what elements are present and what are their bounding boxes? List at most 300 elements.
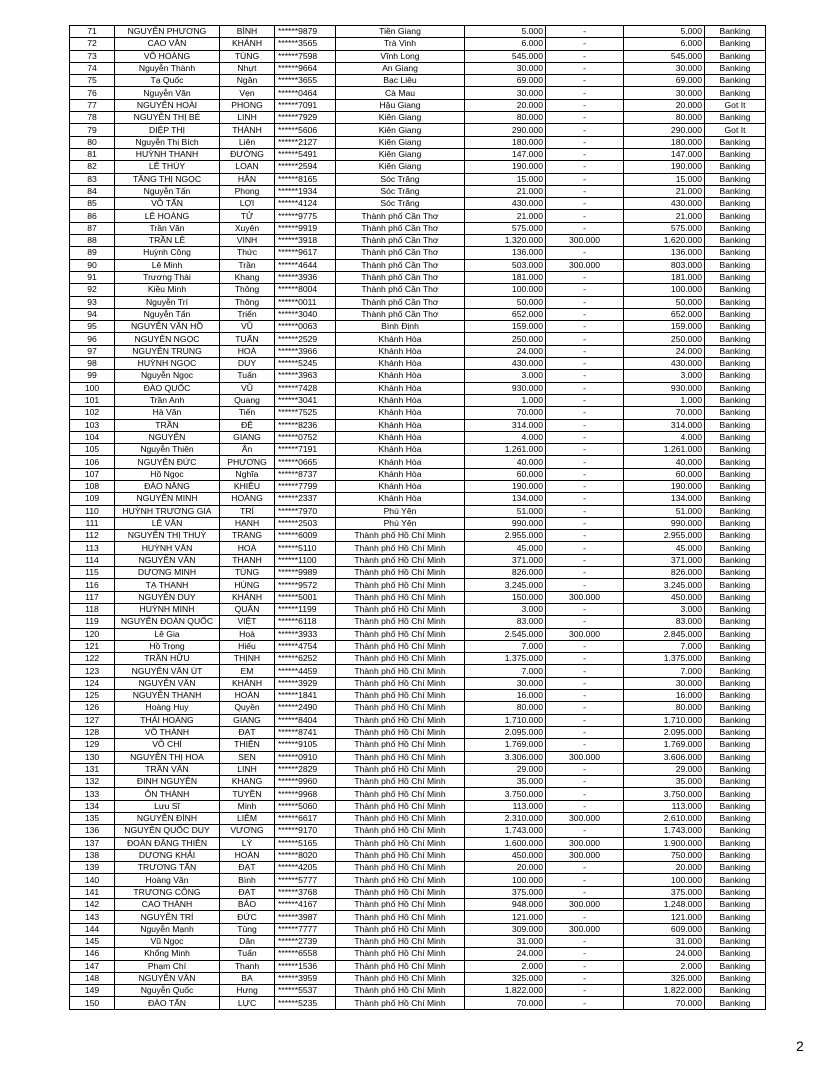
first-name-cell: VIỆT [220, 616, 275, 628]
amount-cell: 30.000 [465, 62, 546, 74]
table-row [70, 271, 766, 283]
first-name-cell: Khang [220, 271, 275, 283]
bonus-amount-cell: - [546, 862, 624, 874]
total-amount-cell: 181.000 [624, 271, 705, 283]
first-name-cell: TÙNG [220, 567, 275, 579]
row-number-cell: 77 [70, 99, 115, 111]
total-amount-cell: 2.845.000 [624, 628, 705, 640]
account-number-cell: ******8741 [275, 726, 336, 738]
first-name-cell: Ân [220, 444, 275, 456]
channel-cell: Banking [705, 222, 766, 234]
bonus-amount-cell: - [546, 148, 624, 160]
last-name-cell: NGUYỄN ĐÌNH [115, 813, 220, 825]
amount-cell: 7.000 [465, 665, 546, 677]
bonus-amount-cell: - [546, 407, 624, 419]
amount-cell: 21.000 [465, 210, 546, 222]
row-number-cell: 71 [70, 26, 115, 38]
total-amount-cell: 3.606.000 [624, 751, 705, 763]
province-cell: Sóc Trăng [336, 173, 465, 185]
last-name-cell: Nguyễn Tấn [115, 308, 220, 320]
table-row [70, 517, 766, 529]
table-row [70, 849, 766, 861]
bonus-amount-cell: 300.000 [546, 813, 624, 825]
province-cell: Khánh Hòa [336, 333, 465, 345]
first-name-cell: LỰC [220, 997, 275, 1009]
table-row [70, 554, 766, 566]
account-number-cell: ******4459 [275, 665, 336, 677]
table-row [70, 505, 766, 517]
last-name-cell: Nguyễn Tấn [115, 185, 220, 197]
first-name-cell: HOÀN [220, 849, 275, 861]
first-name-cell: Xuyên [220, 222, 275, 234]
province-cell: Thành phố Hồ Chí Minh [336, 726, 465, 738]
amount-cell: 51.000 [465, 505, 546, 517]
amount-cell: 190.000 [465, 480, 546, 492]
total-amount-cell: 325.000 [624, 972, 705, 984]
first-name-cell: THIỆN [220, 739, 275, 751]
last-name-cell: DƯƠNG MINH [115, 567, 220, 579]
bonus-amount-cell: - [546, 247, 624, 259]
row-number-cell: 99 [70, 370, 115, 382]
province-cell: Kiên Giang [336, 112, 465, 124]
channel-cell: Banking [705, 591, 766, 603]
table-row [70, 259, 766, 271]
last-name-cell: Nguyễn Thiên [115, 444, 220, 456]
amount-cell: 1.822.000 [465, 985, 546, 997]
row-number-cell: 103 [70, 419, 115, 431]
table-row [70, 813, 766, 825]
total-amount-cell: 4.000 [624, 431, 705, 443]
table-row [70, 222, 766, 234]
total-amount-cell: 1.743.000 [624, 825, 705, 837]
bonus-amount-cell: - [546, 210, 624, 222]
table-row [70, 862, 766, 874]
channel-cell: Got It [705, 124, 766, 136]
last-name-cell: CAO THÀNH [115, 899, 220, 911]
last-name-cell: TRƯƠNG TẤN [115, 862, 220, 874]
total-amount-cell: 190.000 [624, 161, 705, 173]
account-number-cell: ******5060 [275, 800, 336, 812]
row-number-cell: 96 [70, 333, 115, 345]
table-row [70, 370, 766, 382]
channel-cell: Banking [705, 210, 766, 222]
amount-cell: 113.000 [465, 800, 546, 812]
first-name-cell: VINH [220, 235, 275, 247]
total-amount-cell: 3.000 [624, 370, 705, 382]
row-number-cell: 114 [70, 554, 115, 566]
row-number-cell: 108 [70, 480, 115, 492]
account-number-cell: ******5001 [275, 591, 336, 603]
channel-cell: Banking [705, 603, 766, 615]
first-name-cell: ĐƯỜNG [220, 148, 275, 160]
channel-cell: Banking [705, 665, 766, 677]
province-cell: Sóc Trăng [336, 198, 465, 210]
last-name-cell: Nguyễn Mạnh [115, 923, 220, 935]
account-number-cell: ******9105 [275, 739, 336, 751]
account-number-cell: ******3963 [275, 370, 336, 382]
table-row [70, 321, 766, 333]
total-amount-cell: 20.000 [624, 99, 705, 111]
channel-cell: Banking [705, 948, 766, 960]
first-name-cell: Phong [220, 185, 275, 197]
channel-cell: Banking [705, 813, 766, 825]
total-amount-cell: 1.900.000 [624, 837, 705, 849]
channel-cell: Banking [705, 62, 766, 74]
account-number-cell: ******6558 [275, 948, 336, 960]
bonus-amount-cell: - [546, 456, 624, 468]
bonus-amount-cell: - [546, 185, 624, 197]
channel-cell: Banking [705, 690, 766, 702]
province-cell: Thành phố Cần Thơ [336, 308, 465, 320]
bonus-amount-cell: - [546, 985, 624, 997]
province-cell: Cà Mau [336, 87, 465, 99]
row-number-cell: 113 [70, 542, 115, 554]
province-cell: Thành phố Hồ Chí Minh [336, 714, 465, 726]
total-amount-cell: 70.000 [624, 997, 705, 1009]
channel-cell: Banking [705, 185, 766, 197]
total-amount-cell: 3.750.000 [624, 788, 705, 800]
province-cell: Thành phố Cần Thơ [336, 284, 465, 296]
total-amount-cell: 21.000 [624, 185, 705, 197]
bonus-amount-cell: - [546, 726, 624, 738]
last-name-cell: Vũ Ngọc [115, 935, 220, 947]
row-number-cell: 125 [70, 690, 115, 702]
last-name-cell: HUỲNH THANH [115, 148, 220, 160]
total-amount-cell: 70.000 [624, 407, 705, 419]
last-name-cell: DIỆP THỊ [115, 124, 220, 136]
amount-cell: 1.769.000 [465, 739, 546, 751]
row-number-cell: 110 [70, 505, 115, 517]
last-name-cell: Tạ Quốc [115, 75, 220, 87]
table-row [70, 456, 766, 468]
last-name-cell: Lê Minh [115, 259, 220, 271]
channel-cell: Banking [705, 407, 766, 419]
first-name-cell: KHÁNH [220, 591, 275, 603]
account-number-cell: ******5245 [275, 358, 336, 370]
province-cell: Thành phố Cần Thơ [336, 247, 465, 259]
table-row [70, 530, 766, 542]
last-name-cell: TRẦN LÊ [115, 235, 220, 247]
row-number-cell: 132 [70, 776, 115, 788]
channel-cell: Banking [705, 554, 766, 566]
channel-cell: Banking [705, 321, 766, 333]
total-amount-cell: 6.000 [624, 38, 705, 50]
amount-cell: 1.710.000 [465, 714, 546, 726]
last-name-cell: Lưu Sĩ [115, 800, 220, 812]
row-number-cell: 147 [70, 960, 115, 972]
last-name-cell: NGUYỄN VĂN ÚT [115, 665, 220, 677]
row-number-cell: 130 [70, 751, 115, 763]
bonus-amount-cell: - [546, 444, 624, 456]
amount-cell: 3.000 [465, 603, 546, 615]
channel-cell: Banking [705, 702, 766, 714]
account-number-cell: ******4644 [275, 259, 336, 271]
amount-cell: 70.000 [465, 407, 546, 419]
province-cell: Thành phố Hồ Chí Minh [336, 825, 465, 837]
table-row [70, 38, 766, 50]
table-row [70, 985, 766, 997]
province-cell: Khánh Hòa [336, 456, 465, 468]
bonus-amount-cell: - [546, 75, 624, 87]
bonus-amount-cell: - [546, 358, 624, 370]
total-amount-cell: 545.000 [624, 50, 705, 62]
province-cell: Khánh Hòa [336, 358, 465, 370]
last-name-cell: TRẦN HỮU [115, 653, 220, 665]
account-number-cell: ******8020 [275, 849, 336, 861]
account-number-cell: ******0752 [275, 431, 336, 443]
channel-cell: Banking [705, 776, 766, 788]
winners-table [69, 25, 766, 1010]
first-name-cell: VŨ [220, 382, 275, 394]
last-name-cell: Nguyễn Thành [115, 62, 220, 74]
first-name-cell: SEN [220, 751, 275, 763]
last-name-cell: THÁI HOÀNG [115, 714, 220, 726]
total-amount-cell: 30.000 [624, 62, 705, 74]
row-number-cell: 101 [70, 394, 115, 406]
channel-cell: Banking [705, 112, 766, 124]
channel-cell: Banking [705, 653, 766, 665]
account-number-cell: ******9968 [275, 788, 336, 800]
channel-cell: Banking [705, 739, 766, 751]
table-row [70, 148, 766, 160]
amount-cell: 575.000 [465, 222, 546, 234]
bonus-amount-cell: - [546, 677, 624, 689]
last-name-cell: Nguyễn Ngọc [115, 370, 220, 382]
account-number-cell: ******2739 [275, 935, 336, 947]
total-amount-cell: 3.245.000 [624, 579, 705, 591]
first-name-cell: THÀNH [220, 124, 275, 136]
account-number-cell: ******7799 [275, 480, 336, 492]
account-number-cell: ******1841 [275, 690, 336, 702]
province-cell: Khánh Hòa [336, 431, 465, 443]
table-row [70, 468, 766, 480]
province-cell: Khánh Hòa [336, 468, 465, 480]
amount-cell: 3.000 [465, 370, 546, 382]
bonus-amount-cell: 300.000 [546, 259, 624, 271]
amount-cell: 30.000 [465, 87, 546, 99]
province-cell: Bạc Liêu [336, 75, 465, 87]
province-cell: Thành phố Hồ Chí Minh [336, 886, 465, 898]
total-amount-cell: 35.000 [624, 776, 705, 788]
channel-cell: Banking [705, 493, 766, 505]
account-number-cell: ******3565 [275, 38, 336, 50]
total-amount-cell: 134.000 [624, 493, 705, 505]
channel-cell: Banking [705, 616, 766, 628]
last-name-cell: Phạm Chí [115, 960, 220, 972]
first-name-cell: Vẹn [220, 87, 275, 99]
province-cell: Thành phố Hồ Chí Minh [336, 554, 465, 566]
table-row [70, 788, 766, 800]
row-number-cell: 102 [70, 407, 115, 419]
channel-cell: Banking [705, 136, 766, 148]
bonus-amount-cell: - [546, 690, 624, 702]
account-number-cell: ******8404 [275, 714, 336, 726]
total-amount-cell: 30.000 [624, 87, 705, 99]
last-name-cell: NGUYỄN TRÍ [115, 911, 220, 923]
account-number-cell: ******9170 [275, 825, 336, 837]
table-row [70, 726, 766, 738]
last-name-cell: HUỲNH VĂN [115, 542, 220, 554]
total-amount-cell: 7.000 [624, 665, 705, 677]
total-amount-cell: 80.000 [624, 112, 705, 124]
row-number-cell: 90 [70, 259, 115, 271]
amount-cell: 180.000 [465, 136, 546, 148]
first-name-cell: ĐẠT [220, 886, 275, 898]
account-number-cell: ******9664 [275, 62, 336, 74]
bonus-amount-cell: - [546, 308, 624, 320]
first-name-cell: KHANG [220, 776, 275, 788]
total-amount-cell: 45.000 [624, 542, 705, 554]
amount-cell: 20.000 [465, 862, 546, 874]
last-name-cell: LÊ THÚY [115, 161, 220, 173]
last-name-cell: NGUYỄN TRUNG [115, 345, 220, 357]
channel-cell: Banking [705, 960, 766, 972]
account-number-cell: ******3959 [275, 972, 336, 984]
row-number-cell: 117 [70, 591, 115, 603]
channel-cell: Banking [705, 800, 766, 812]
bonus-amount-cell: - [546, 345, 624, 357]
bonus-amount-cell: - [546, 554, 624, 566]
first-name-cell: Tiến [220, 407, 275, 419]
bonus-amount-cell: - [546, 112, 624, 124]
province-cell: Thành phố Hồ Chí Minh [336, 800, 465, 812]
first-name-cell: Hoà [220, 628, 275, 640]
last-name-cell: HUỲNH MINH [115, 603, 220, 615]
row-number-cell: 98 [70, 358, 115, 370]
last-name-cell: Huỳnh Công [115, 247, 220, 259]
total-amount-cell: 750.000 [624, 849, 705, 861]
channel-cell: Banking [705, 26, 766, 38]
total-amount-cell: 450.000 [624, 591, 705, 603]
first-name-cell: LINH [220, 763, 275, 775]
total-amount-cell: 1.261.000 [624, 444, 705, 456]
first-name-cell: Tuấn [220, 370, 275, 382]
channel-cell: Banking [705, 849, 766, 861]
row-number-cell: 138 [70, 849, 115, 861]
province-cell: Thành phố Hồ Chí Minh [336, 591, 465, 603]
amount-cell: 2.545.000 [465, 628, 546, 640]
bonus-amount-cell: 300.000 [546, 591, 624, 603]
last-name-cell: Nguyễn Quốc [115, 985, 220, 997]
table-row [70, 616, 766, 628]
account-number-cell: ******3929 [275, 677, 336, 689]
bonus-amount-cell: - [546, 653, 624, 665]
amount-cell: 159.000 [465, 321, 546, 333]
first-name-cell: LINH [220, 112, 275, 124]
total-amount-cell: 24.000 [624, 345, 705, 357]
first-name-cell: Thông [220, 284, 275, 296]
total-amount-cell: 2.610.000 [624, 813, 705, 825]
row-number-cell: 72 [70, 38, 115, 50]
row-number-cell: 112 [70, 530, 115, 542]
total-amount-cell: 40.000 [624, 456, 705, 468]
account-number-cell: ******5110 [275, 542, 336, 554]
province-cell: Thành phố Hồ Chí Minh [336, 985, 465, 997]
total-amount-cell: 15.000 [624, 173, 705, 185]
amount-cell: 371.000 [465, 554, 546, 566]
row-number-cell: 120 [70, 628, 115, 640]
table-row [70, 136, 766, 148]
province-cell: Thành phố Hồ Chí Minh [336, 763, 465, 775]
last-name-cell: NGUYỄN MINH [115, 493, 220, 505]
account-number-cell: ******4754 [275, 640, 336, 652]
account-number-cell: ******3966 [275, 345, 336, 357]
last-name-cell: LÊ HOÀNG [115, 210, 220, 222]
amount-cell: 990.000 [465, 517, 546, 529]
last-name-cell: NGUYỄN NGỌC [115, 333, 220, 345]
account-number-cell: ******8165 [275, 173, 336, 185]
bonus-amount-cell: - [546, 296, 624, 308]
amount-cell: 930.000 [465, 382, 546, 394]
amount-cell: 1.600.000 [465, 837, 546, 849]
total-amount-cell: 83.000 [624, 616, 705, 628]
total-amount-cell: 652.000 [624, 308, 705, 320]
row-number-cell: 129 [70, 739, 115, 751]
amount-cell: 1.320.000 [465, 235, 546, 247]
last-name-cell: NGUYỄN ĐOÀN QUỐC [115, 616, 220, 628]
total-amount-cell: 1.000 [624, 394, 705, 406]
province-cell: Hậu Giang [336, 99, 465, 111]
table-row [70, 677, 766, 689]
channel-cell: Banking [705, 972, 766, 984]
table-row [70, 640, 766, 652]
table-row [70, 776, 766, 788]
bonus-amount-cell: - [546, 886, 624, 898]
table-row [70, 407, 766, 419]
channel-cell: Banking [705, 456, 766, 468]
bonus-amount-cell: - [546, 271, 624, 283]
amount-cell: 100.000 [465, 284, 546, 296]
first-name-cell: LÝ [220, 837, 275, 849]
province-cell: Thành phố Hồ Chí Minh [336, 665, 465, 677]
channel-cell: Banking [705, 235, 766, 247]
amount-cell: 7.000 [465, 640, 546, 652]
first-name-cell: ĐỆ [220, 419, 275, 431]
account-number-cell: ******7091 [275, 99, 336, 111]
row-number-cell: 111 [70, 517, 115, 529]
channel-cell: Banking [705, 530, 766, 542]
channel-cell: Banking [705, 431, 766, 443]
row-number-cell: 107 [70, 468, 115, 480]
amount-cell: 136.000 [465, 247, 546, 259]
row-number-cell: 74 [70, 62, 115, 74]
total-amount-cell: 113.000 [624, 800, 705, 812]
row-number-cell: 76 [70, 87, 115, 99]
last-name-cell: ÔN THÀNH [115, 788, 220, 800]
row-number-cell: 136 [70, 825, 115, 837]
first-name-cell: Hiếu [220, 640, 275, 652]
channel-cell: Banking [705, 911, 766, 923]
channel-cell: Banking [705, 517, 766, 529]
first-name-cell: HOÀN [220, 690, 275, 702]
row-number-cell: 88 [70, 235, 115, 247]
total-amount-cell: 3.000 [624, 603, 705, 615]
last-name-cell: Hồ Trọng [115, 640, 220, 652]
total-amount-cell: 100.000 [624, 874, 705, 886]
first-name-cell: Minh [220, 800, 275, 812]
first-name-cell: Bình [220, 874, 275, 886]
table-row [70, 690, 766, 702]
account-number-cell: ******9919 [275, 222, 336, 234]
row-number-cell: 85 [70, 198, 115, 210]
bonus-amount-cell: - [546, 935, 624, 947]
first-name-cell: KHÁNH [220, 677, 275, 689]
first-name-cell: Triển [220, 308, 275, 320]
last-name-cell: ĐÀO TẤN [115, 997, 220, 1009]
row-number-cell: 119 [70, 616, 115, 628]
table-row [70, 62, 766, 74]
row-number-cell: 137 [70, 837, 115, 849]
